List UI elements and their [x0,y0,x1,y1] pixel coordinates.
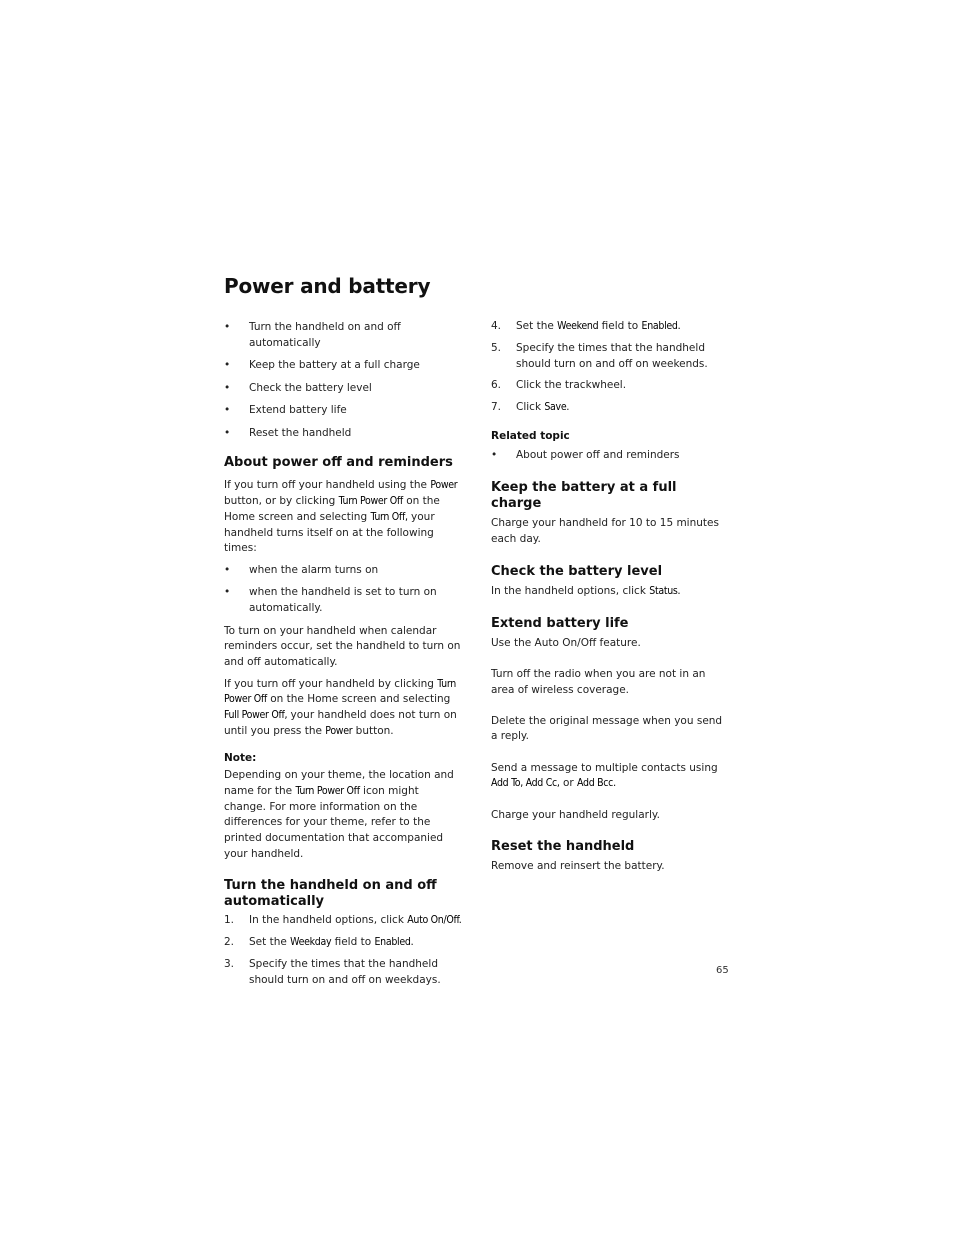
list-item: • when the alarm turns on [224,563,464,579]
intro-list [224,320,464,441]
step-item: 7. Click Save. [491,401,570,414]
level-text: In the handheld options, click Status. [491,584,681,597]
page-number: 65 [716,965,729,976]
note-label: Note: [224,751,257,764]
bullet-icon: • [224,404,231,417]
extend-paragraph-4: Send a message to multiple contacts using Add To, Add Cc, or Add Bcc. [491,761,718,790]
bullet-icon: • [224,381,231,394]
auto-heading: Turn the handheld on and off automatically [224,878,437,910]
bullet-icon: • [491,448,498,461]
list-item: • Keep the battery at a full charge [224,358,464,374]
about-paragraph-3: If you turn off your handheld by clicking Turn Power Off on the Home screen and selecting Full Power Off, your handheld does not turn on until you press the Power button. [224,677,457,737]
list-item: • Check the battery level [224,381,464,397]
reset-text: Remove and reinsert the battery. [491,860,665,873]
extend-paragraph-3: Delete the original message when you send a reply. [491,714,723,743]
bullet-icon: • [224,359,231,372]
auto-steps-left [224,913,464,988]
extend-paragraph-2: Turn off the radio when you are not in an area of wireless coverage. [491,667,706,696]
list-item: • Reset the handheld [224,426,464,442]
about-list [224,563,464,617]
related-topic-label: Related topic [491,430,570,443]
charge-heading: Keep the battery at a full charge [491,480,677,512]
list-item: • Extend battery life [224,403,464,419]
bullet-icon: • [224,321,231,333]
right-column [491,319,731,875]
extend-heading: Extend battery life [491,615,629,631]
auto-steps-right [491,319,731,416]
reset-heading: Reset the handheld [491,839,635,855]
step-item: 5. Specify the times that the handheld should turn on and off on weekends. [491,341,708,370]
step-item: 6. Click the trackwheel. [491,379,627,392]
step-item: 1. In the handheld options, click Auto On/Off. [224,914,462,927]
extend-paragraph-5: Charge your handheld regularly. [491,808,660,821]
step-item: 4. Set the Weekend field to Enabled. [491,320,681,332]
level-heading: Check the battery level [491,563,663,579]
bullet-icon: • [224,563,231,576]
list-item: • when the handheld is set to turn on automatically. [224,586,437,615]
page-title: Power and battery [224,274,431,298]
extend-paragraph-1: Use the Auto On/Off feature. [491,636,641,649]
step-item: 3. Specify the times that the handheld should turn on and off on weekdays. [224,958,441,986]
about-paragraph-2: To turn on your handheld when calendar reminders occur, set the handheld to turn on and off automatically. [224,624,461,669]
related-list [491,448,731,464]
note-text: Depending on your theme, the location and name for the Turn Power Off icon might change. For more information on the differences for your theme, refer to the printed documentation that accompanied your handheld. [224,769,454,860]
about-paragraph-1: If you turn off your handheld using the Power button, or by clicking Turn Power Off on the Home screen and selecting Turn Off, your handheld turns itself on at the following times: [224,479,458,555]
charge-text: Charge your handheld for 10 to 15 minutes each day. [491,517,719,546]
step-item: 2. Set the Weekday field to Enabled. [224,936,414,949]
left-column [224,320,464,995]
related-link[interactable]: • About power off and reminders [491,448,731,464]
bullet-icon: • [224,586,231,599]
bullet-icon: • [224,426,231,439]
list-item: • Turn the handheld on and off automatically [224,321,401,349]
about-heading: About power off and reminders [224,455,453,471]
